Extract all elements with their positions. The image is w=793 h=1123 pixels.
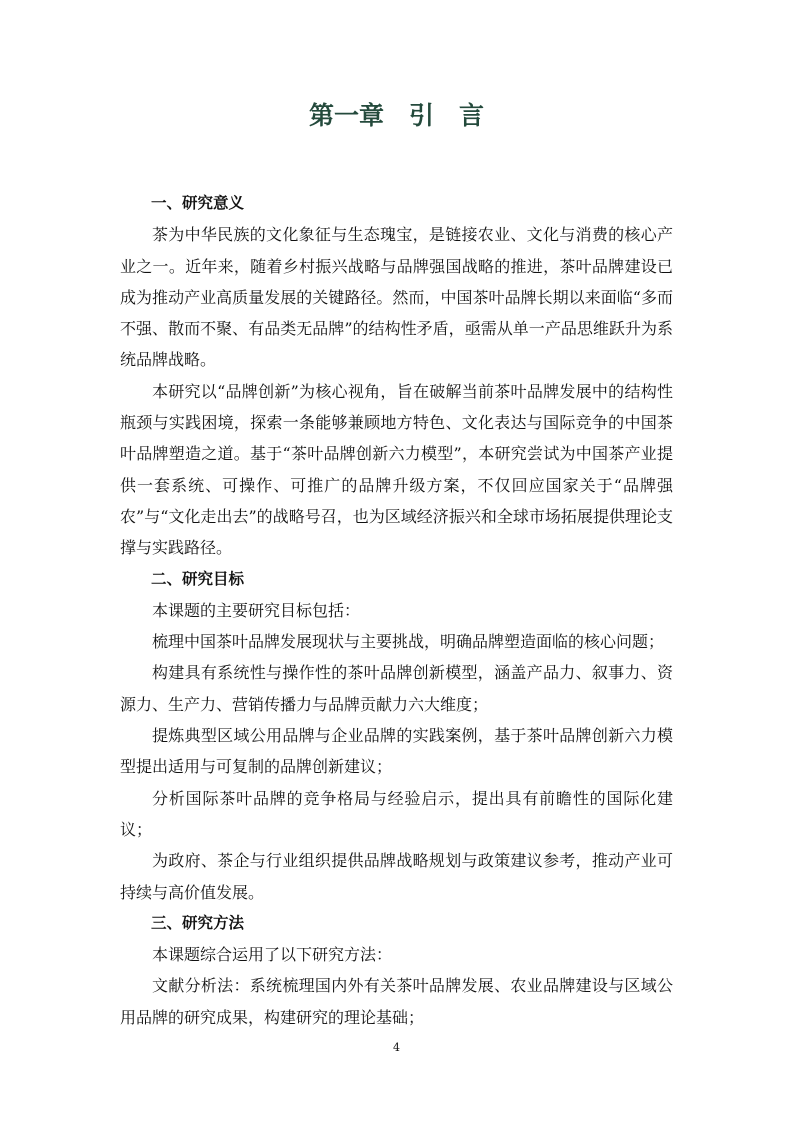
paragraph: 茶为中华民族的文化象征与生态瑰宝，是链接农业、文化与消费的核心产业之一。近年来，随着乡村振兴战略与品牌强国战略的推进，茶叶品牌建设已成为推动产业高质量发展的关键路径。然而，中国茶叶品牌长期以来面临“多而不强、散而不聚、有品类无品牌”的结构性矛盾，亟需从单一产品思维跃升为系统品牌战略。: [120, 225, 673, 370]
section-heading-significance: 一、研究意义: [151, 194, 245, 212]
chapter-title: 第一章 引 言: [308, 101, 484, 130]
paragraph: 为政府、茶企与行业组织提供品牌战略规划与政策建议参考，推动产业可持续与高价值发展。: [120, 851, 673, 902]
paragraph: 构建具有系统性与操作性的茶叶品牌创新模型，涵盖产品力、叙事力、资源力、生产力、营销传播力与品牌贡献力六大维度；: [120, 663, 673, 714]
section-heading-methods: 三、研究方法: [151, 913, 245, 932]
paragraph: 本研究以“品牌创新”为核心视角，旨在破解当前茶叶品牌发展中的结构性瓶颈与实践困境，探索一条能够兼顾地方特色、文化表达与国际竞争的中国茶叶品牌塑造之道。基于“茶叶品牌创新六力模型”，本研究尝试为中国茶产业提供一套系统、可操作、可推广的品牌升级方案，不仅回应国家关于“品牌强农”与“文化走出去”的战略号召，也为区域经济振兴和全球市场拓展提供理论支撑与实践路径。: [120, 381, 673, 558]
page-number: 4: [393, 1041, 400, 1054]
paragraph: 本课题的主要研究目标包括：: [152, 600, 361, 620]
paragraph: 文献分析法：系统梳理国内外有关茶叶品牌发展、农业品牌建设与区域公用品牌的研究成果，构建研究的理论基础；: [120, 976, 673, 1027]
paragraph: 本课题综合运用了以下研究方法：: [152, 945, 393, 965]
paragraph: 分析国际茶叶品牌的竞争格局与经验启示，提出具有前瞻性的国际化建议；: [120, 788, 673, 839]
paragraph: 梳理中国茶叶品牌发展现状与主要挑战，明确品牌塑造面临的核心问题；: [152, 632, 665, 652]
paragraph: 提炼典型区域公用品牌与企业品牌的实践案例，基于茶叶品牌创新六力模型提出适用与可复制的品牌创新建议；: [120, 726, 673, 777]
body-content: [120, 188, 673, 1033]
section-heading-objectives: 二、研究目标: [151, 569, 245, 588]
